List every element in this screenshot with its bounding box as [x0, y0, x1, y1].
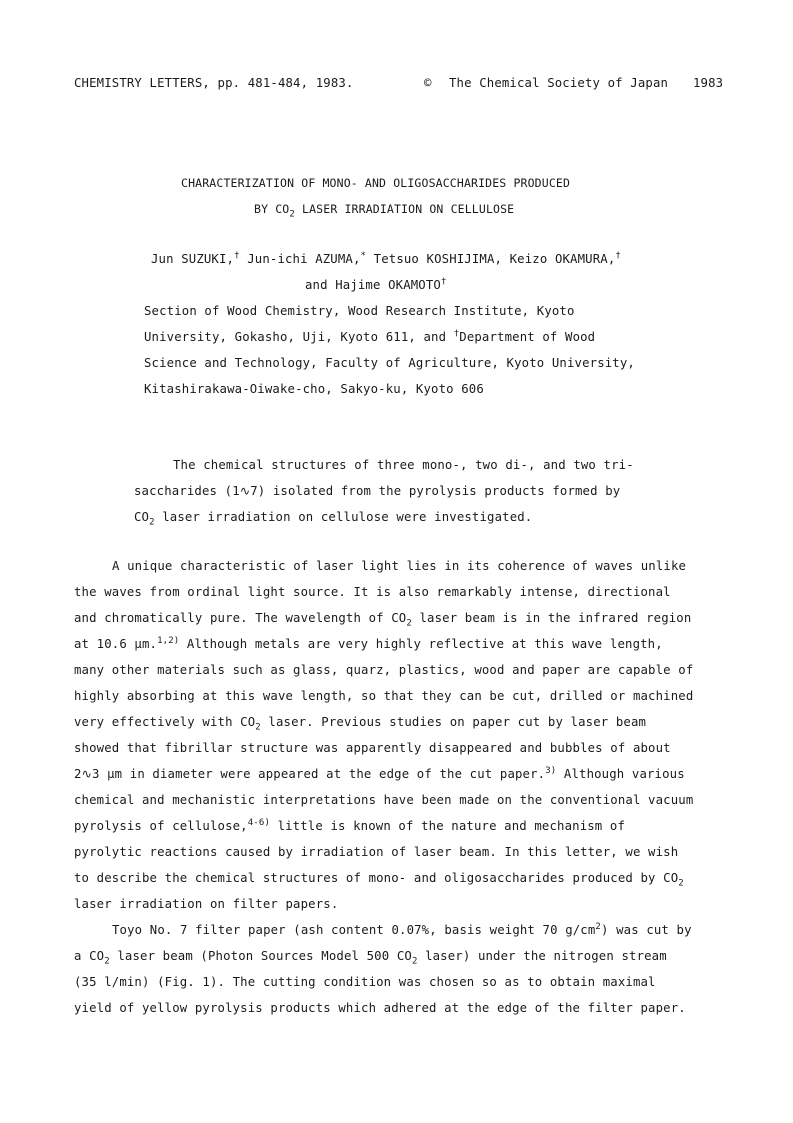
body-line: highly absorbing at this wave length, so that they can be cut, drilled or machined: [74, 689, 694, 703]
dagger-mark: †: [234, 250, 240, 261]
body-line: [74, 819, 625, 833]
body-text: laser beam is in the infrared region: [411, 611, 692, 625]
body-text: pyrolysis of cellulose,: [74, 819, 248, 833]
title-text: BY CO: [254, 202, 290, 216]
subscript: 2: [104, 956, 110, 967]
body-text: laser) under the nitrogen stream: [417, 949, 667, 963]
abstract-line: The chemical structures of three mono-, two di-, and two tri-: [173, 458, 634, 472]
body-line: (35 l/min) (Fig. 1). The cutting condition was chosen so as to obtain maximal: [74, 975, 656, 989]
body-line: [74, 637, 663, 651]
dagger-mark: †: [453, 328, 460, 339]
body-text: laser. Previous studies on paper cut by laser beam: [260, 715, 647, 729]
body-text: little is known of the nature and mechanism of: [270, 819, 626, 833]
body-text: laser beam (Photon Sources Model 500 CO: [109, 949, 412, 963]
body-line: [74, 871, 684, 889]
dagger-mark: †: [440, 276, 447, 287]
body-line: chemical and mechanistic interpretations have been made on the conventional vacuum: [74, 793, 694, 807]
paper-title-line2: [254, 202, 515, 220]
body-line: laser irradiation on filter papers.: [74, 897, 339, 911]
abstract-line: [134, 484, 620, 498]
citation-ref: 4-6): [247, 817, 271, 828]
affiliation-line: Section of Wood Chemistry, Wood Research Institute, Kyoto: [144, 304, 575, 318]
affiliation-text: Department of Wood: [459, 330, 596, 344]
body-text: ) was cut by: [601, 923, 692, 937]
author-name: Jun SUZUKI,: [151, 252, 235, 266]
body-text: Toyo No. 7 filter paper (ash content 0.07%, basis weight 70 g/cm: [112, 923, 596, 937]
copyright-symbol: ©: [424, 76, 432, 90]
abstract-text: saccharides (: [134, 484, 233, 498]
superscript: 2: [595, 921, 601, 932]
body-line: pyrolytic reactions caused by irradiation of laser beam. In this letter, we wish: [74, 845, 679, 859]
body-text: Although various: [556, 767, 685, 781]
corresponding-mark: *: [360, 250, 367, 261]
citation-ref: 1,2): [157, 635, 180, 646]
affiliation-line: Science and Technology, Faculty of Agriculture, Kyoto University,: [144, 356, 635, 370]
body-line: yield of yellow pyrolysis products which adhered at the edge of the filter paper.: [74, 1001, 686, 1015]
subscript: 2: [411, 956, 418, 967]
body-text: a CO: [74, 949, 105, 963]
affiliation-line: Kitashirakawa-Oiwake-cho, Sakyo-ku, Kyoto 606: [144, 382, 484, 396]
author-list-line2: [305, 278, 447, 292]
subscript: 2: [406, 618, 412, 629]
affiliation-text: University, Gokasho, Uji, Kyoto 611, and: [144, 330, 454, 344]
author-name: Tetsuo KOSHIJIMA, Keizo OKAMURA,: [366, 252, 616, 266]
body-line: [74, 715, 647, 733]
body-text: and chromatically pure. The wavelength of CO: [74, 611, 407, 625]
paper-title-line1: CHARACTERIZATION OF MONO- AND OLIGOSACCHARIDES PRODUCED: [181, 176, 571, 190]
abstract-line: [134, 510, 533, 528]
body-line: [112, 923, 692, 937]
compound-numbers: 1∿7: [232, 484, 258, 498]
body-line: showed that fibrillar structure was apparently disappeared and bubbles of about: [74, 741, 671, 755]
abstract-text: laser irradiation on cellulose were investigated.: [154, 510, 533, 524]
subscript: 2: [678, 878, 684, 889]
body-line: [74, 949, 667, 967]
body-text: to describe the chemical structures of mono- and oligosaccharides produced by CO: [74, 871, 679, 885]
body-line: [74, 611, 692, 629]
abstract-text: CO: [134, 510, 150, 524]
abstract-text: ) isolated from the pyrolysis products formed by: [257, 484, 621, 498]
body-line: many other materials such as glass, quarz, plastics, wood and paper are capable of: [74, 663, 694, 677]
dagger-mark: †: [615, 250, 621, 261]
body-line: the waves from ordinal light source. It is also remarkably intense, directional: [74, 585, 671, 599]
author-list-line1: [151, 252, 621, 266]
body-text: Although metals are very highly reflective at this wave length,: [179, 637, 663, 651]
affiliation-line: [144, 330, 595, 344]
title-subscript: 2: [289, 209, 295, 220]
body-text: at 10.6 μm.: [74, 637, 158, 651]
publication-year: 1983: [693, 76, 724, 90]
title-text: LASER IRRADIATION ON CELLULOSE: [294, 202, 515, 216]
citation-ref: 3): [545, 765, 557, 776]
body-text: very effectively with CO: [74, 715, 256, 729]
subscript: 2: [149, 517, 155, 528]
body-line: [74, 767, 685, 781]
subscript: 2: [255, 722, 261, 733]
journal-citation: CHEMISTRY LETTERS, pp. 481-484, 1983.: [74, 76, 354, 90]
body-text: 2∿3 μm in diameter were appeared at the edge of the cut paper.: [74, 767, 546, 781]
author-name: and Hajime OKAMOTO: [305, 278, 441, 292]
author-name: Jun-ichi AZUMA,: [239, 252, 361, 266]
body-line: A unique characteristic of laser light lies in its coherence of waves unlike: [112, 559, 687, 573]
publisher-name: The Chemical Society of Japan: [449, 76, 669, 90]
